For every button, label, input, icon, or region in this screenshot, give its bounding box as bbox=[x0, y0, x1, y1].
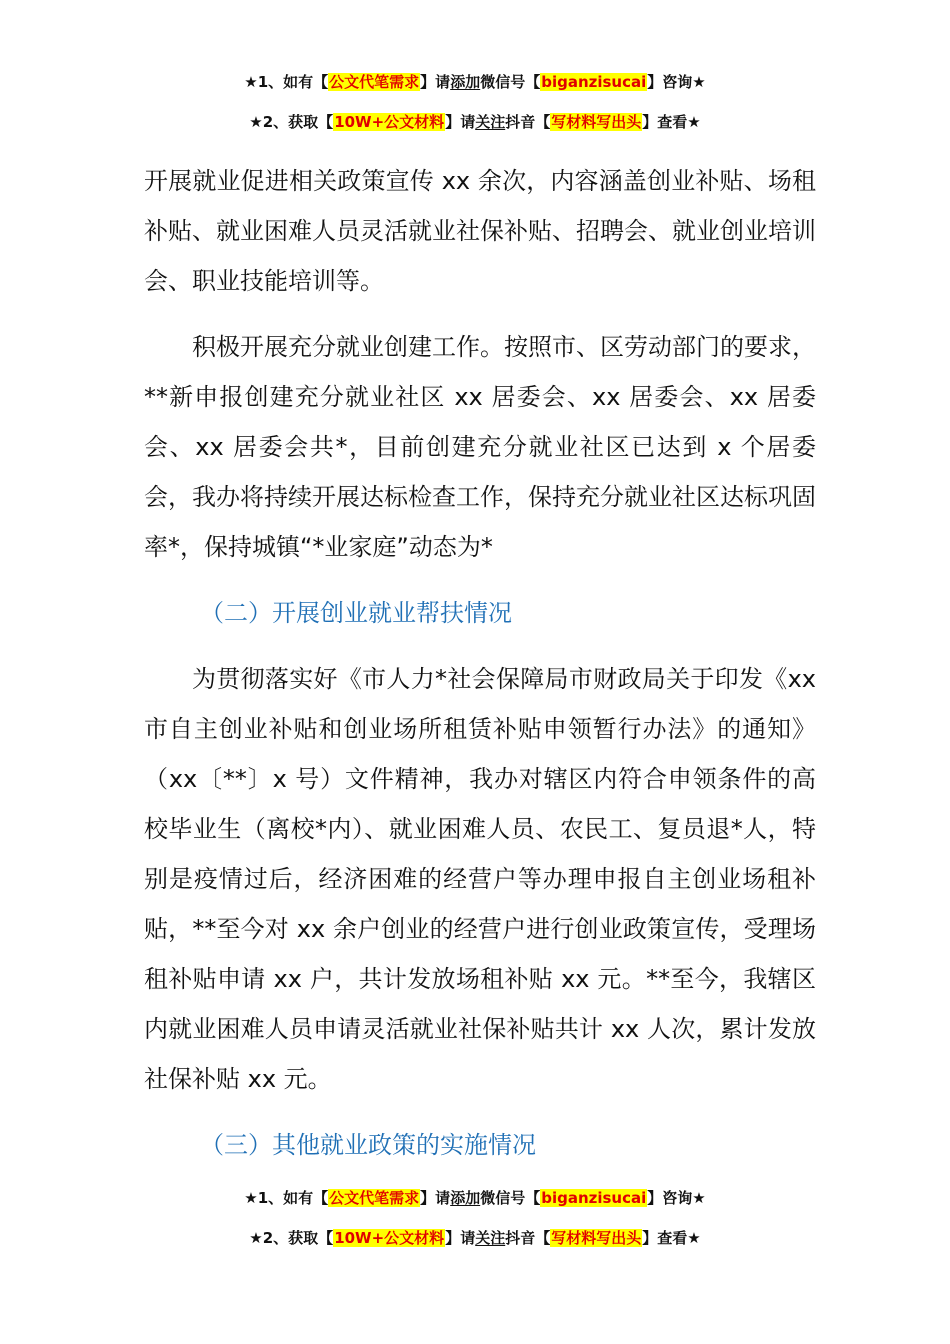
banner-text: 微信号【 bbox=[480, 73, 541, 91]
banner-text: 】咨询★ bbox=[647, 73, 706, 91]
banner-text: 】请 bbox=[420, 73, 451, 91]
banner-line-1 bbox=[0, 1178, 950, 1218]
banner-text: ★1、如有【 bbox=[244, 73, 329, 91]
banner-text: ★2、获取【 bbox=[249, 1229, 334, 1247]
top-banner bbox=[0, 62, 950, 142]
banner-highlight: 公文代笔需求 bbox=[329, 73, 420, 91]
paragraph-full-employment: 积极开展充分就业创建工作。按照市、区劳动部门的要求，**新申报创建充分就业社区 xx 居委会、xx 居委会、xx 居委会、xx 居委会共*，目前创建充分就业社区已达到 x 个居委会，我办将持续开展达标检查工作，保持充分就业社区达标巩固率*，保持城镇“*业家庭”动态为* bbox=[144, 333, 816, 561]
banner-text: 抖音【 bbox=[505, 1229, 551, 1247]
banner-text: 】咨询★ bbox=[647, 1189, 706, 1207]
banner-line-1 bbox=[0, 62, 950, 102]
banner-line-2 bbox=[0, 1218, 950, 1258]
section-heading-3: （三）其他就业政策的实施情况 bbox=[200, 1131, 536, 1159]
banner-highlight: 写材料写出头 bbox=[551, 113, 642, 131]
paragraph-policy-publicity: 开展就业促进相关政策宣传 xx 余次，内容涵盖创业补贴、场租补贴、就业困难人员灵活就业社保补贴、招聘会、就业创业培训会、职业技能培训等。 bbox=[144, 167, 816, 295]
banner-underlined: 添加 bbox=[450, 1189, 481, 1207]
paragraph-entrepreneurship-support: 为贯彻落实好《市人力*社会保障局市财政局关于印发《xx 市自主创业补贴和创业场所租赁补贴申领暂行办法》的通知》（xx〔**〕x 号）文件精神，我办对辖区内符合申领条件的高校毕业生（离校*内）、就业困难人员、农民工、复员退*人，特别是疫情过后，经济困难的经营户等办理申报自主创业场租补贴，**至今对 xx 余户创业的经营户进行创业政策宣传，受理场租补贴申请 xx 户，共计发放场租补贴 xx 元。**至今，我辖区内就业困难人员申请灵活就业社保补贴共计 xx 人次，累计发放社保补贴 xx 元。 bbox=[144, 665, 824, 1093]
banner-highlight: 公文代笔需求 bbox=[329, 1189, 420, 1207]
banner-text: ★1、如有【 bbox=[244, 1189, 329, 1207]
banner-text: ★2、获取【 bbox=[249, 113, 334, 131]
banner-highlight: biganzisucai bbox=[541, 73, 647, 91]
banner-text: 】请 bbox=[420, 1189, 451, 1207]
banner-text: 】查看★ bbox=[642, 1229, 701, 1247]
document-body bbox=[144, 156, 824, 1186]
banner-text: 抖音【 bbox=[505, 113, 551, 131]
section-heading-2: （二）开展创业就业帮扶情况 bbox=[200, 599, 512, 627]
banner-text: 】请 bbox=[445, 1229, 476, 1247]
banner-highlight: biganzisucai bbox=[541, 1189, 647, 1207]
banner-highlight: 10W+公文材料 bbox=[334, 1229, 445, 1247]
banner-line-2 bbox=[0, 102, 950, 142]
banner-text: 】请 bbox=[445, 113, 476, 131]
banner-highlight: 写材料写出头 bbox=[551, 1229, 642, 1247]
banner-underlined: 添加 bbox=[450, 73, 481, 91]
bottom-banner bbox=[0, 1178, 950, 1258]
banner-underlined: 关注 bbox=[475, 113, 506, 131]
banner-text: 微信号【 bbox=[480, 1189, 541, 1207]
banner-highlight: 10W+公文材料 bbox=[334, 113, 445, 131]
banner-text: 】查看★ bbox=[642, 113, 701, 131]
banner-underlined: 关注 bbox=[475, 1229, 506, 1247]
